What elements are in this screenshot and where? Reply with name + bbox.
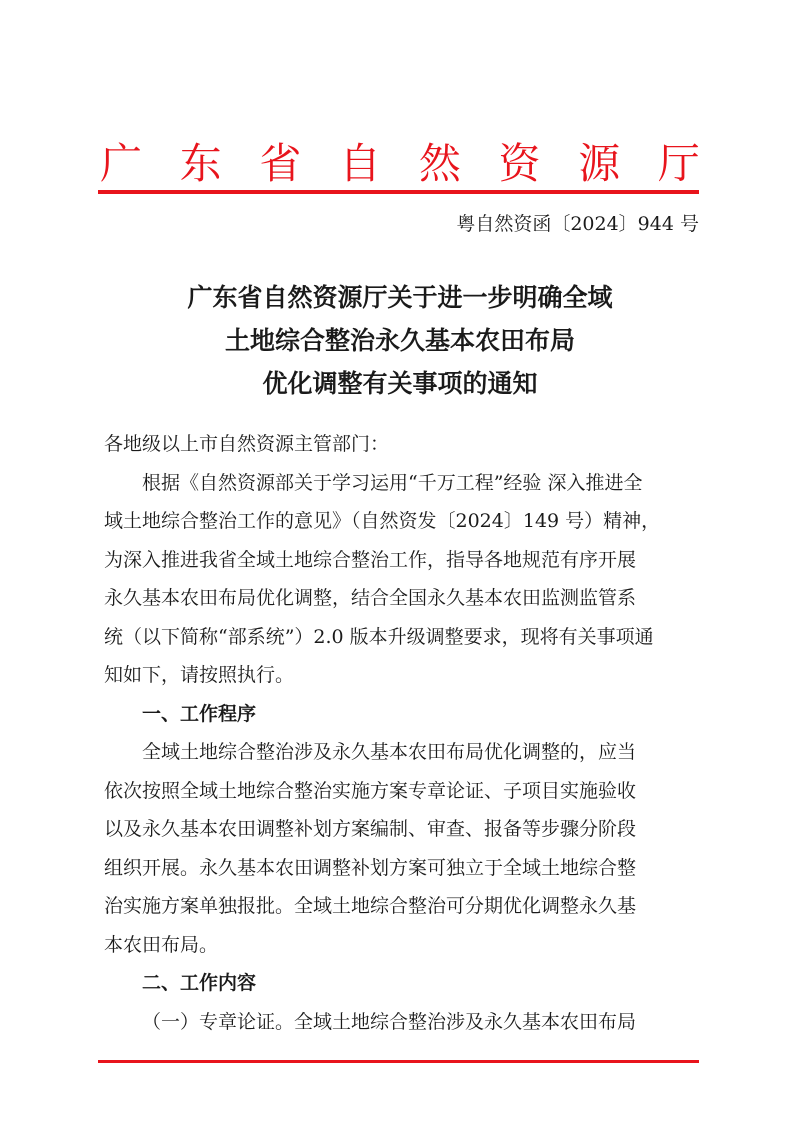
paragraph-line: 以及永久基本农田调整补划方案编制、审查、报备等步骤分阶段 bbox=[104, 818, 637, 840]
agency-title-char: 资 bbox=[498, 139, 541, 188]
agency-title-char: 东 bbox=[179, 139, 222, 188]
paragraph-line: 域土地综合整治工作的意见》（自然资发〔2024〕149 号）精神， bbox=[104, 510, 661, 532]
paragraph-line: 统（以下简称“部系统”）2.0 版本升级调整要求，现将有关事项通 bbox=[104, 625, 654, 648]
agency-title-char: 厅 bbox=[657, 139, 700, 188]
paragraph-line: 永久基本农田布局优化调整，结合全国永久基本农田监测监管系 bbox=[104, 587, 637, 609]
addressee: 各地级以上市自然资源主管部门： bbox=[104, 433, 390, 455]
paragraph-line: 本农田布局。 bbox=[104, 933, 219, 956]
agency-title bbox=[100, 136, 700, 192]
agency-title-char: 然 bbox=[418, 139, 461, 188]
document-number: 粤自然资函〔2024〕944 号 bbox=[456, 213, 699, 235]
agency-title-char: 广 bbox=[100, 139, 143, 188]
title-line-3: 优化调整有关事项的通知 bbox=[262, 369, 538, 398]
red-rule-top bbox=[98, 190, 699, 194]
red-rule-bottom bbox=[98, 1060, 699, 1063]
title-line-1: 广东省自然资源厅关于进一步明确全域 bbox=[187, 283, 613, 312]
section-heading-2: 二、工作内容 bbox=[142, 972, 257, 994]
paragraph-line: 全域土地综合整治涉及永久基本农田布局优化调整的，应当 bbox=[142, 741, 637, 763]
document-body bbox=[104, 425, 700, 1041]
paragraph-line: （一）专章论证。全域土地综合整治涉及永久基本农田布局 bbox=[142, 1010, 637, 1033]
title-line-2: 土地综合整治永久基本农田布局 bbox=[224, 326, 575, 355]
agency-title-char: 省 bbox=[259, 139, 302, 188]
paragraph-line: 知如下，请按照执行。 bbox=[104, 664, 295, 686]
paragraph-line: 根据《自然资源部关于学习运用“千万工程”经验 深入推进全 bbox=[142, 471, 643, 494]
paragraph-line: 治实施方案单独报批。全域土地综合整治可分期优化调整永久基 bbox=[104, 895, 637, 917]
agency-title-char: 自 bbox=[339, 139, 382, 188]
agency-title-char: 源 bbox=[578, 139, 621, 188]
section-heading-1: 一、工作程序 bbox=[142, 702, 257, 725]
paragraph-line: 依次按照全域土地综合整治实施方案专章论证、子项目实施验收 bbox=[104, 779, 637, 802]
paragraph-line: 组织开展。永久基本农田调整补划方案可独立于全域土地综合整 bbox=[104, 856, 637, 879]
paragraph-line: 为深入推进我省全域土地综合整治工作，指导各地规范有序开展 bbox=[104, 548, 637, 571]
notice-title bbox=[100, 276, 700, 405]
